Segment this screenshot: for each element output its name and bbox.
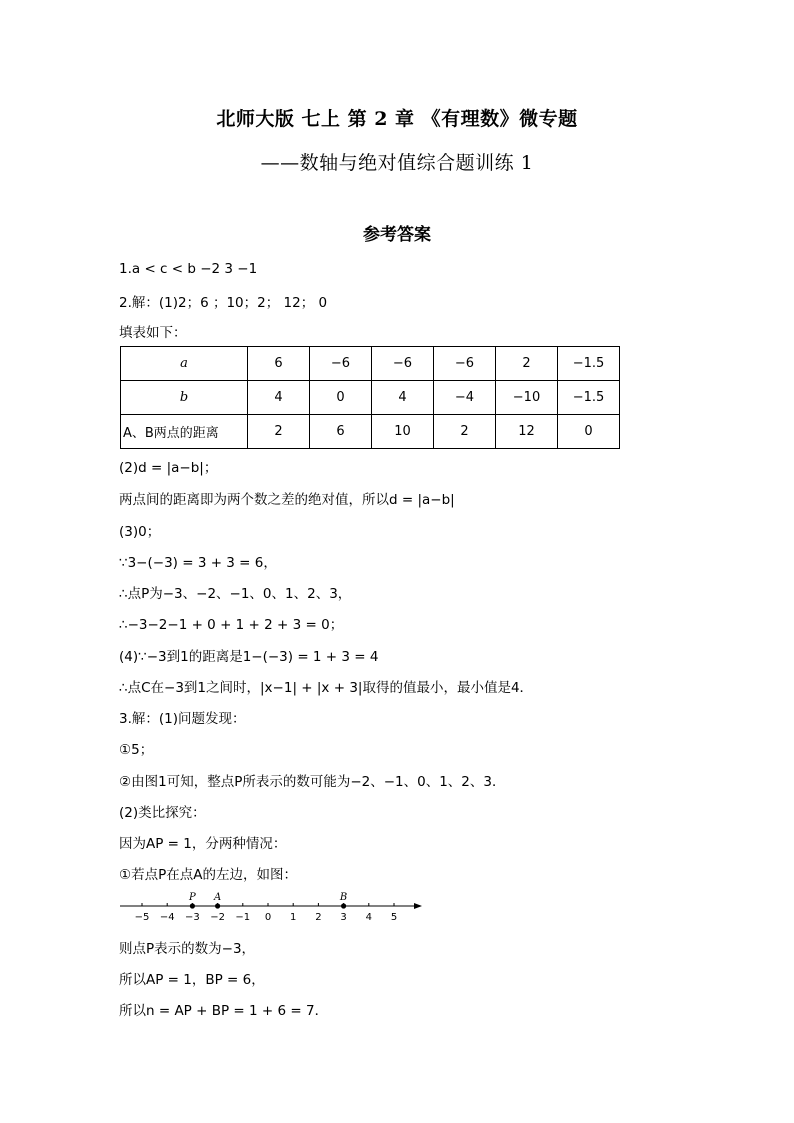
number-line-tick-label: 4 bbox=[365, 912, 372, 923]
table-cell: −1.5 bbox=[558, 381, 620, 415]
number-line-tick-label: 0 bbox=[264, 912, 272, 923]
table-row bbox=[121, 347, 620, 381]
number-line-tick-label: 1 bbox=[290, 912, 297, 923]
table-cell: −6 bbox=[372, 347, 434, 381]
answer-q3-case1: ①若点P在点A的左边，如图： bbox=[119, 867, 297, 883]
number-line-tick-label: 3 bbox=[340, 912, 347, 923]
number-line-tick-label: −1 bbox=[235, 912, 251, 923]
table-cell: 4 bbox=[248, 381, 310, 415]
number-line-tick-label: −4 bbox=[159, 912, 175, 923]
table-cell: 6 bbox=[310, 415, 372, 449]
table-cell: 4 bbox=[372, 381, 434, 415]
answer-q3-1: ①5； bbox=[119, 742, 154, 758]
number-line-point bbox=[341, 903, 346, 908]
table-cell: 6 bbox=[248, 347, 310, 381]
number-line-arrow-icon bbox=[414, 903, 422, 909]
answer-q2-3-step2: ∴点P为−3、−2、−1、0、1、2、3， bbox=[119, 586, 352, 602]
answer-q2-2-reason: 两点间的距离即为两个数之差的绝对值，所以d = |a−b| bbox=[119, 492, 455, 508]
number-line bbox=[118, 884, 428, 926]
number-line-tick-label: 5 bbox=[390, 912, 398, 923]
answer-q3-analog: (2)类比探究： bbox=[119, 805, 206, 821]
table-cell: 2 bbox=[496, 347, 558, 381]
answer-q1: 1.a < c < b −2 3 −1 bbox=[119, 261, 258, 277]
table-cell: 2 bbox=[248, 415, 310, 449]
answer-q2-4-step1: (4)∵−3到1的距离是1−(−3) = 1 + 3 = 4 bbox=[119, 649, 379, 665]
table-cell: 0 bbox=[558, 415, 620, 449]
table-row bbox=[121, 415, 620, 449]
table-cell: −10 bbox=[496, 381, 558, 415]
number-line-point bbox=[215, 903, 220, 908]
number-line-point bbox=[190, 903, 195, 908]
answer-q3-so1: 所以AP = 1，BP = 6， bbox=[119, 972, 265, 988]
answer-q3-2: ②由图1可知，整点P所表示的数可能为−2、−1、0、1、2、3． bbox=[119, 774, 506, 790]
fill-table bbox=[120, 346, 620, 449]
number-line-tick-label: 2 bbox=[315, 912, 322, 923]
table-cell: 2 bbox=[434, 415, 496, 449]
answer-q3-cases: 因为AP = 1，分两种情况： bbox=[119, 836, 287, 852]
table-cell: −6 bbox=[434, 347, 496, 381]
table-row-label: A、B两点的距离 bbox=[121, 415, 248, 449]
answer-q3-so2: 所以n = AP + BP = 1 + 6 = 7． bbox=[119, 1003, 329, 1019]
table-row-label: b bbox=[121, 381, 248, 415]
table-row bbox=[121, 381, 620, 415]
table-row-label: a bbox=[121, 347, 248, 381]
table-cell: −6 bbox=[310, 347, 372, 381]
page-title: 北师大版 七上 第 2 章 《有理数》微专题 bbox=[216, 108, 578, 130]
answer-q2-2: (2)d = |a−b|； bbox=[119, 460, 218, 476]
table-cell: 10 bbox=[372, 415, 434, 449]
fill-table-intro: 填表如下： bbox=[119, 325, 187, 341]
answer-q2-4-step2: ∴点C在−3到1之间时，|x−1| + |x + 3|取得的值最小，最小值是4． bbox=[119, 680, 534, 696]
table-cell: −4 bbox=[434, 381, 496, 415]
answer-q2-3-step1: ∵3−(−3) = 3 + 3 = 6， bbox=[119, 555, 277, 571]
number-line-tick-label: −3 bbox=[185, 912, 200, 923]
number-line-tick-label: −5 bbox=[134, 912, 150, 923]
number-line-point-label: P bbox=[189, 892, 196, 903]
page-subtitle: ——数轴与绝对值综合题训练 1 bbox=[260, 152, 534, 174]
number-line-tick-label: −2 bbox=[210, 912, 225, 923]
answer-q2-3-step3: ∴−3−2−1 + 0 + 1 + 2 + 3 = 0； bbox=[119, 617, 344, 633]
answer-q3: 3.解：(1)问题发现： bbox=[119, 711, 246, 727]
number-line-point-label: A bbox=[213, 892, 222, 903]
answer-q3-then: 则点P表示的数为−3， bbox=[119, 941, 256, 957]
answer-q2-1: 2.解：(1)2；6 ；10；2； 12； 0 bbox=[119, 295, 328, 311]
table-cell: 0 bbox=[310, 381, 372, 415]
answer-q2-3: (3)0； bbox=[119, 524, 161, 540]
table-cell: 12 bbox=[496, 415, 558, 449]
table-cell: −1.5 bbox=[558, 347, 620, 381]
number-line-point-label: B bbox=[339, 892, 348, 903]
answer-heading: 参考答案 bbox=[363, 225, 431, 245]
